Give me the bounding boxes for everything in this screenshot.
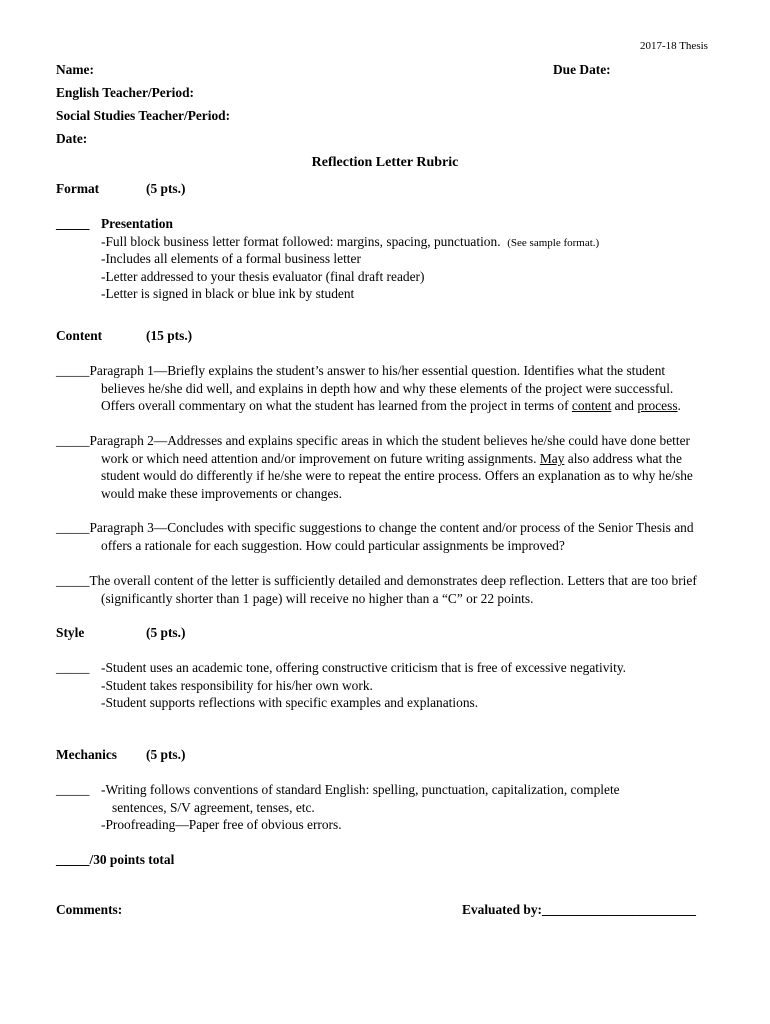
style-item: -Student takes responsibility for his/her own work. — [101, 678, 373, 693]
style-heading: Style — [56, 625, 85, 640]
format-item: -Letter is signed in black or blue ink by student — [101, 286, 355, 301]
style-score-blank: _____ — [56, 660, 90, 675]
format-item: -Includes all elements of a formal business letter — [101, 251, 361, 266]
format-item: -Full block business letter format followed: margins, spacing, punctuation. (See sample format.) — [101, 234, 600, 249]
paragraph2-line: would make these improvements or changes. — [101, 486, 342, 501]
comments-label: Comments: — [56, 902, 123, 917]
sample-format-note: (See sample format.) — [507, 237, 600, 249]
mechanics-heading: Mechanics — [56, 747, 117, 762]
social-studies-teacher-label: Social Studies Teacher/Period: — [56, 108, 231, 123]
document-tag: 2017-18 Thesis — [640, 40, 708, 52]
date-label: Date: — [56, 131, 88, 146]
evaluated-by-label: Evaluated by:_______________________ — [462, 902, 696, 917]
paragraph2-line: work or which need attention and/or improvement on future writing assignments. May also address what the — [101, 451, 682, 466]
paragraph3-line: offers a rationale for each suggestion. How could particular assignments be improved? — [101, 538, 565, 553]
due-date-label: Due Date: — [553, 62, 611, 77]
format-item: -Letter addressed to your thesis evaluator (final draft reader) — [101, 269, 425, 284]
paragraph3-line: _____Paragraph 3—Concludes with specific suggestions to change the content and/or process of the Senior Thesis and — [56, 520, 694, 535]
paragraph2-line: student would do differently if he/she were to repeat the entire process. Offers an explanation as to why he/she — [101, 468, 693, 483]
content-heading: Content — [56, 328, 103, 343]
overall-content-line: _____The overall content of the letter is sufficiently detailed and demonstrates deep reflection. Letters that are too brief — [56, 573, 697, 588]
presentation-heading: Presentation — [101, 216, 173, 231]
format-heading: Format — [56, 181, 100, 196]
content-points: (15 pts.) — [146, 328, 193, 343]
overall-content-line: (significantly shorter than 1 page) will receive no higher than a “C” or 22 points. — [101, 591, 534, 606]
name-label: Name: — [56, 62, 94, 77]
format-points: (5 pts.) — [146, 181, 186, 196]
format-score-blank: _____ — [56, 216, 90, 231]
mechanics-points: (5 pts.) — [146, 747, 186, 762]
english-teacher-label: English Teacher/Period: — [56, 85, 195, 100]
mechanics-score-blank: _____ — [56, 782, 90, 797]
style-item: -Student supports reflections with specific examples and explanations. — [101, 695, 479, 710]
style-item: -Student uses an academic tone, offering constructive criticism that is free of excessive negativity. — [101, 660, 627, 675]
mechanics-item: sentences, S/V agreement, tenses, etc. — [112, 800, 315, 815]
mechanics-item: -Proofreading—Paper free of obvious errors. — [101, 817, 342, 832]
points-total: _____/30 points total — [56, 852, 175, 867]
paragraph2-line: _____Paragraph 2—Addresses and explains specific areas in which the student believes he/she could have done better — [56, 433, 690, 448]
style-points: (5 pts.) — [146, 625, 186, 640]
paragraph1-line: believes he/she did well, and explains in depth how and why these elements of the project were successful. — [101, 381, 674, 396]
paragraph1-line: _____Paragraph 1—Briefly explains the student’s answer to his/her essential question. Identifies what the student — [56, 363, 666, 378]
mechanics-item: -Writing follows conventions of standard English: spelling, punctuation, capitalization, complete — [101, 782, 620, 797]
paragraph1-line: Offers overall commentary on what the student has learned from the project in terms of content and process. — [101, 398, 681, 413]
page-title: Reflection Letter Rubric — [311, 155, 459, 170]
